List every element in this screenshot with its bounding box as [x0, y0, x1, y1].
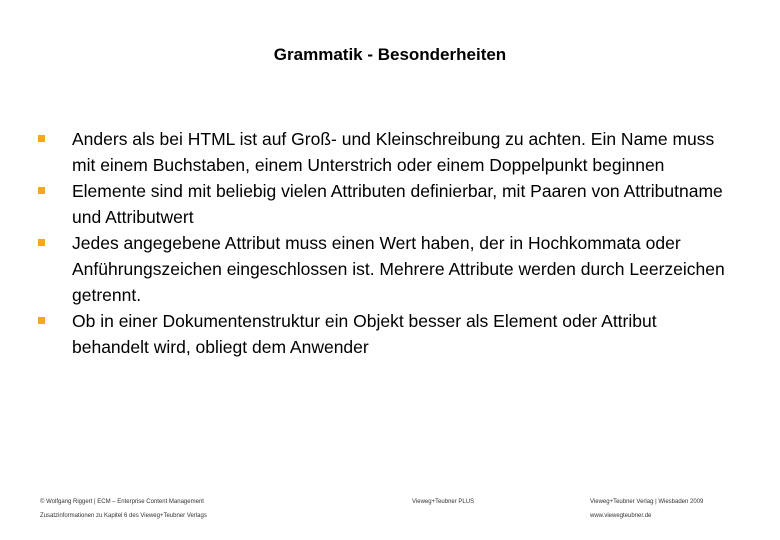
slide-title: Grammatik - Besonderheiten	[273, 45, 507, 64]
bullet-item	[38, 308, 738, 360]
footer-publisher: Vieweg+Teubner Verlag | Wiesbaden 2009	[590, 499, 704, 505]
bullet-item	[38, 230, 738, 308]
square-bullet-icon	[38, 317, 45, 324]
footer-supplement-note: Zusatzinformationen zu Kapitel 6 des Vieweg+Teubner Verlags	[40, 513, 207, 519]
bullet-text: Ob in einer Dokumentenstruktur ein Objekt besser als Element oder Attribut behandelt wird, obliegt dem Anwender	[72, 311, 657, 357]
slide-footer	[40, 498, 740, 528]
bullet-list	[38, 126, 738, 360]
bullet-item	[38, 178, 738, 230]
bullet-item	[38, 126, 738, 178]
square-bullet-icon	[38, 187, 45, 194]
bullet-text: Anders als bei HTML ist auf Groß- und Kleinschreibung zu achten. Ein Name muss mit einem Buchstaben, einem Unterstrich oder einem Doppelpunkt beginnen	[72, 129, 715, 175]
footer-copyright: © Wolfgang Riggert | ECM – Enterprise Content Management	[40, 499, 204, 505]
square-bullet-icon	[38, 239, 45, 246]
bullet-text: Elemente sind mit beliebig vielen Attributen definierbar, mit Paaren von Attributname und Attributwert	[72, 181, 723, 227]
footer-brand: Vieweg+Teubner PLUS	[412, 499, 475, 505]
square-bullet-icon	[38, 135, 45, 142]
footer-website: www.viewegteubner.de	[590, 513, 652, 519]
bullet-text: Jedes angegebene Attribut muss einen Wert haben, der in Hochkommata oder Anführungszeichen eingeschlossen ist. Mehrere Attribute werden durch Leerzeichen getrennt.	[72, 233, 725, 305]
